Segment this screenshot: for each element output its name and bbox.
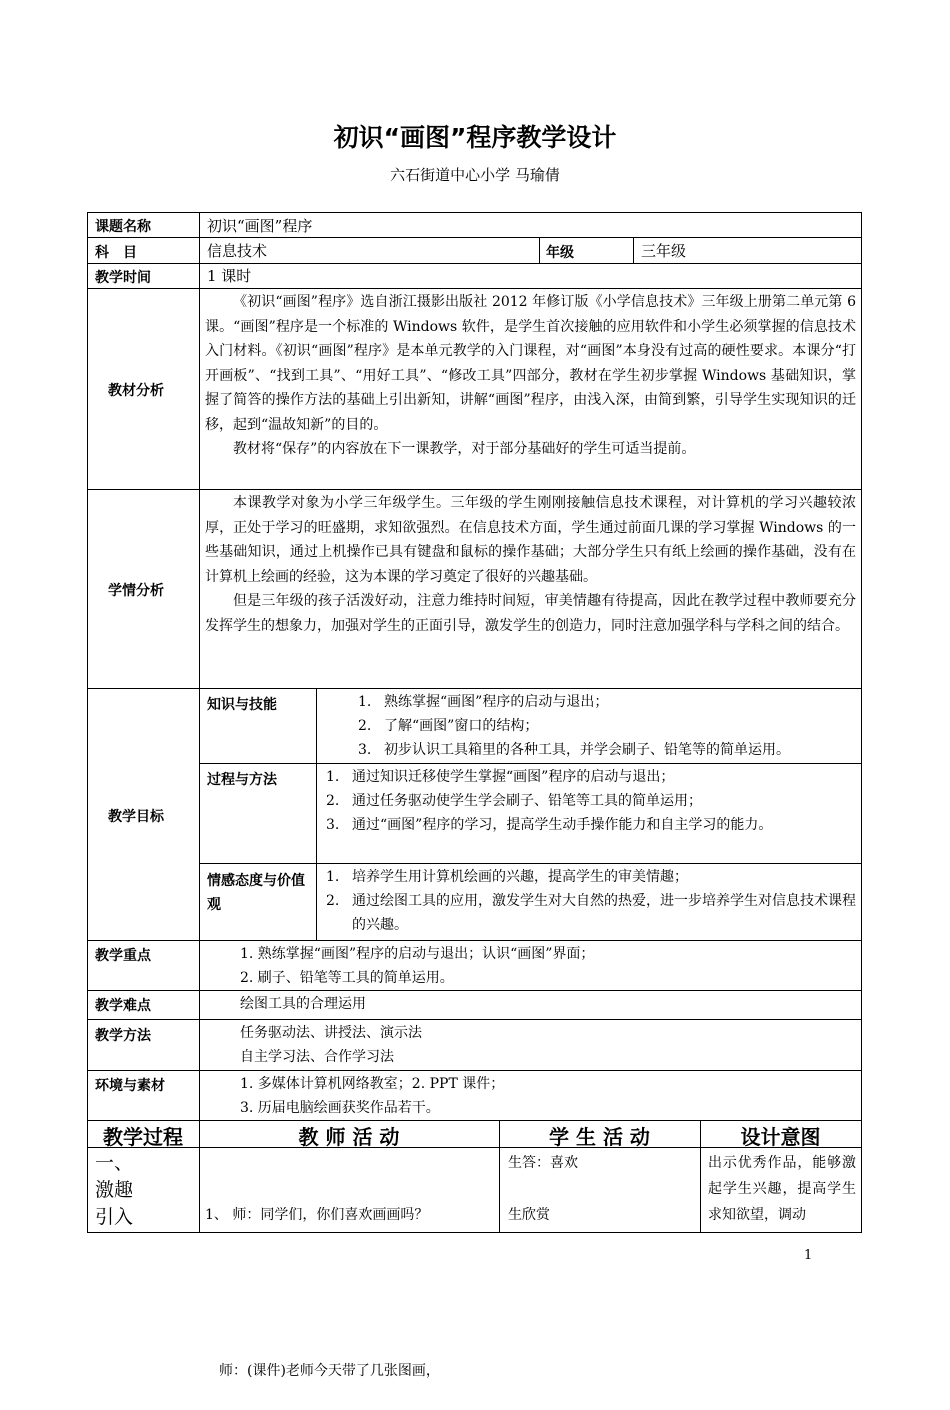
- objectives-label: 教学目标: [108, 809, 164, 825]
- item-text: 通过知识迁移使学生掌握“画图”程序的启动与退出；: [352, 769, 675, 785]
- student-activity: [508, 1150, 693, 1228]
- grade-value: 三年级: [641, 242, 687, 260]
- item-text: 了解“画图”窗口的结构；: [384, 718, 539, 734]
- list-item: [326, 789, 856, 813]
- list-item: [326, 813, 856, 837]
- process-header-teacher: 教 师 活 动: [298, 1125, 400, 1149]
- process-method-label: 过程与方法: [207, 772, 277, 788]
- list-item: [326, 889, 856, 937]
- method-line: 自主学习法、合作学习法: [240, 1049, 394, 1065]
- key-points-text: [240, 942, 850, 990]
- item-number: 1.: [326, 769, 340, 785]
- item-text: 通过绘图工具的应用，激发学生对大自然的热爱，进一步培养学生对信息技术课程的兴趣。: [352, 893, 856, 933]
- key-point-line: 2. 刷子、铅笔等工具的简单运用。: [240, 970, 454, 986]
- time-label: 教学时间: [95, 270, 151, 286]
- list-item: [326, 865, 856, 889]
- time-value: 1 课时: [207, 267, 252, 285]
- knowledge-label: 知识与技能: [207, 697, 277, 713]
- topic-value: 初识“画图”程序: [207, 217, 313, 235]
- student-analysis-paragraph: 本课教学对象为小学三年级学生。三年级的学生刚刚接触信息技术课程，对计算机的学习兴趣较浓厚，正处于学习的旺盛期，求知欲强烈。在信息技术方面，学生通过前面几课的学习掌握 Windows 的一些基础知识，通过上机操作已具有键盘和鼠标的操作基础；大部分学生只有纸上绘画的操作基础，没有在计算机上绘画的经验，这为本课的学习奠定了很好的兴趣基础。: [205, 495, 856, 585]
- student-line-blank: [508, 1176, 693, 1202]
- list-item: [326, 765, 856, 789]
- item-text: 通过任务驱动使学生学会刷子、铅笔等工具的简单运用；: [352, 793, 702, 809]
- process-header-stage: 教学过程: [103, 1125, 183, 1149]
- item-number: 3.: [326, 817, 340, 833]
- topic-label: 课题名称: [95, 219, 151, 235]
- difficulty-line: 绘图工具的合理运用: [240, 996, 366, 1012]
- methods-text: [240, 1021, 850, 1069]
- teacher-line-blank: [205, 1280, 495, 1306]
- list-item: [358, 690, 858, 714]
- environment-label: 环境与素材: [95, 1078, 165, 1094]
- key-point-line: 1. 熟练掌握“画图”程序的启动与退出；认识“画图”界面；: [240, 946, 595, 962]
- item-number: 1.: [326, 869, 340, 885]
- subject-label: 科 目: [95, 245, 137, 261]
- item-number: 3.: [358, 742, 372, 758]
- item-number: 2.: [326, 793, 340, 809]
- student-line: 生欣赏: [508, 1207, 550, 1223]
- student-analysis-text: [205, 491, 856, 638]
- material-analysis-text: [205, 290, 856, 462]
- difficulties-text: [240, 992, 850, 1016]
- student-line: 生答：喜欢: [508, 1155, 578, 1171]
- method-line: 任务驱动法、讲授法、演示法: [240, 1025, 422, 1041]
- item-text: 熟练掌握“画图”程序的启动与退出；: [384, 694, 609, 710]
- difficulties-label: 教学难点: [95, 998, 151, 1014]
- material-analysis-paragraph: 《初识“画图”程序》选自浙江摄影出版社 2012 年修订版《小学信息技术》三年级上册第二单元第 6 课。“画图”程序是一个标准的 Windows 软件，是学生首次接触的应用软件和小学生必须掌握的信息技术入门材料。《初识“画图”程序》是本单元教学的入门课程，对“画图”本身没有过高的硬性要求。本课分“打开画板”、“找到工具”、“用好工具”、“修改工具”四部分，教材在学生初步掌握 Windows 基础知识，掌握了简答的操作方法的基础上引出新知，讲解“画图”程序，由浅入深，由简到繁，引导学生实现知识的迁移，起到“温故知新”的目的。: [205, 294, 856, 433]
- stage-label: 一、 激趣 引入: [95, 1152, 134, 1228]
- environment-text: [240, 1072, 850, 1120]
- document-author: 六石街道中心小学 马瑜倩: [390, 166, 560, 184]
- teacher-line: 师：(课件)老师今天带了几张图画，: [205, 1363, 440, 1379]
- item-text: 通过“画图”程序的学习，提高学生动手操作能力和自主学习的能力。: [352, 817, 773, 833]
- student-analysis-paragraph: 但是三年级的孩子活泼好动，注意力维持时间短，审美情趣有待提高，因此在教学过程中教师要充分发挥学生的想象力，加强对学生的正面引导，激发学生的创造力，同时注意加强学科与学科之间的结合。: [205, 593, 856, 634]
- document-title: 初识“画图”程序教学设计: [333, 123, 617, 152]
- design-intent: 出示优秀作品，能够激起学生兴趣，提高学生求知欲望，调动: [708, 1155, 856, 1223]
- methods-label: 教学方法: [95, 1028, 151, 1044]
- item-number: 2.: [326, 893, 340, 909]
- material-analysis-paragraph: 教材将“保存”的内容放在下一课教学，对于部分基础好的学生可适当提前。: [233, 441, 696, 457]
- page-number: 1: [804, 1248, 813, 1263]
- student-analysis-label: 学情分析: [108, 583, 164, 599]
- emotion-label: 情感态度与价值观: [207, 873, 305, 913]
- emotion-list: [326, 865, 856, 937]
- process-method-list: [326, 765, 856, 837]
- item-number: 1.: [358, 694, 372, 710]
- environment-line: 3. 历届电脑绘画获奖作品若干。: [240, 1100, 440, 1116]
- grade-label: 年级: [546, 245, 574, 261]
- item-number: 2.: [358, 718, 372, 734]
- teacher-activity: [205, 1150, 495, 1410]
- item-text: 培养学生用计算机绘画的兴趣，提高学生的审美情趣；: [352, 869, 688, 885]
- environment-line: 1. 多媒体计算机网络教室；2. PPT 课件；: [240, 1076, 505, 1092]
- list-item: [358, 714, 858, 738]
- process-header-student: 学 生 活 动: [549, 1125, 650, 1149]
- list-item: [358, 738, 858, 762]
- subject-value: 信息技术: [207, 242, 268, 260]
- teacher-line: 1、 师：同学们，你们喜欢画画吗？: [205, 1207, 429, 1223]
- item-text: 初步认识工具箱里的各种工具，并学会刷子、铅笔等的简单运用。: [384, 742, 790, 758]
- material-analysis-label: 教材分析: [108, 383, 164, 399]
- process-header-intent: 设计意图: [740, 1125, 821, 1149]
- knowledge-list: [358, 690, 858, 762]
- key-points-label: 教学重点: [95, 948, 151, 964]
